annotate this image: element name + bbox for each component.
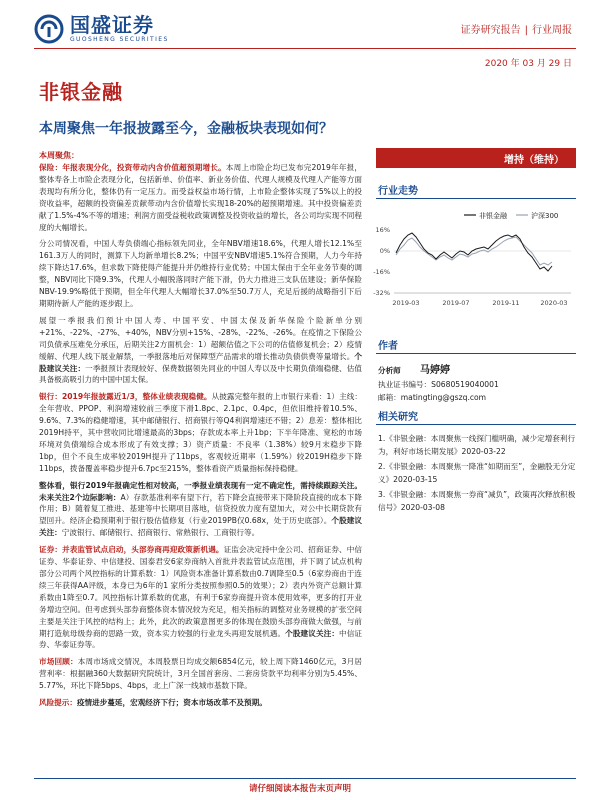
report-body xyxy=(39,150,362,709)
footer-divider xyxy=(34,778,576,779)
broker-lead: 证券：并表监管试点启动，头部券商再迎政策新机遇。 xyxy=(39,545,224,555)
market-paragraph xyxy=(39,656,362,692)
bank-text: 从披露完整年报的上市银行来看：1）主线：全年营收、PPOP、利润增速较前三季度下滑1.8pc、2.1pc、0.4pc，但依旧维持着10.5%、9.6%、7.3%的稳健增速，其中邮储银行、招商银行等Q4利润增速还不错；2）息差：整体相比2019H持平，其中营收同比增速最高的3bps；存款成本率上升1bp；下半年降准、宽松的市场环境对负债端综合成本形成了有效支撑；3）资产质量：不良率（1.38%）较9月末稳步下降1bp，但个不良生成率较2019H提升了11bps，客观较近期率（1.59%）较2019H稳步下降11bps，拨备覆盖率稳步提升6.7pc至215%，整体看资产质量指标保持稳健。 xyxy=(39,392,362,473)
y-tick-label: -16% xyxy=(373,268,390,276)
broker-stock-text: 中信证券、华泰证券等。 xyxy=(39,628,363,650)
pc-text: 展望一季报我们预计中国人寿、中国平安、中国太保及新华保险个险新单分别+21%、-22%、-27%、+40%，NBV分别+15%、-28%、-22%、-26%。在疫情之下保险公司负债承压难免分承压，后期关注2方面机会：1）超额估值之下公司的估值修复机会；2）疫情缓解、代理人线下展业解禁，一季报落地后对保障型产品需求的增长推动负债供费等量增长。 xyxy=(39,315,362,361)
report-category-label: 行业周报 xyxy=(532,25,572,36)
cert-row xyxy=(378,379,499,390)
bank-outlook-text: A）存款基准利率有望下行，若下降会直接带来下降阶段直接的成本下降作用；B）随着复工推进、基建等中长期项目落地，信贷投放力度有望加大，对公中长期贷款有望回升。经济企稳预期利于银行股估值修复（行业2019PB仅0.68x，处于历史底部）。 xyxy=(39,492,362,526)
x-tick-label: 2019-11 xyxy=(492,299,520,307)
pc-paragraph xyxy=(39,315,362,386)
related-item[interactable]: 3.《非银金融：本周聚焦一券商“减负”，政策再次释放积极信号》2020-03-08 xyxy=(378,490,576,512)
legend-label-hs300: 沪深300 xyxy=(531,212,559,220)
broker-text: 证监会决定持中金公司、招商证券、中信证券、华泰证券、中信建投、国泰君安6家券商纳入首批并表监管试点范围，并下调了试点机构部分公司两个风控指标的计算系数：1）风险资本准备计算系数由0.7调降至0.5（6家券商由于连续三年获得AA评级，本身已为6年的1 家所分类按照参照0.5的效果）；2）表内外资产总额计算系数由1降至0.7。风控指标计算系数的优惠，有利于6家券商提升资本使用效率，更多的打开业务增边空间。但考虑到头部券商整体资本情况较为充足，相关指标的调整对业务规模的扩张空间主要是关注于风控的结构上；此外，此次的政策意图更多的体现在鼓励头部券商做大做强，与前期打造航母级券商的思路一致，资本实力较强的行业龙头再迎发展机遇。 xyxy=(39,545,362,638)
company-logo xyxy=(34,14,169,44)
analyst-email[interactable]: matingting@gszq.com xyxy=(400,393,487,402)
broker-paragraph xyxy=(39,544,362,651)
report-date: 2020 年 03 月 29 日 xyxy=(484,59,572,69)
insurance-text: 本周上市险企均已发布完2019年年报，整体寿各上市险企表现分化，包括新单、价值率、新业务价值、代理人规模及代理人产能等方面表现均有所分化，整体仍有一定压力。而受益权益市场行情，上市险企整体实现了5%以上的投资收益率，超额的投资偏差贡献带动内含价值增长实现18-20%的超预期增速。其中投资偏差贡献了1.5%-4%不等的增速；利润方面受益税收政策调整及投资收益的增长，各公司均实现不同程度的大幅增长。 xyxy=(39,163,362,232)
logo-chinese: 国盛证券 xyxy=(70,13,154,37)
report-type-label: 证券研究报告 xyxy=(460,25,521,36)
legend-label-nonbank: 非银金融 xyxy=(479,212,507,220)
market-text: 本周市场成交情况，本周股票日均成交额6854亿元，较上周下降1460亿元，3月居营利率：根据融360大数据研究院统计，3月全国首套房、二套房贷款平均利率分别为5.45%、5.77%，环比下降5bps、4bps，北上广深一线城市基数下降。 xyxy=(39,657,362,691)
life-paragraph: 分公司情况看，中国人寿负债端心指标领先同业，全年NBV增速18.6%，代理人增长12.1%至161.3万人的同时，测算下人均新单增长8.2%；中国平安NBV增速5.1%符合预期，人力今年持续下降达17.6%，但求数下降使得产能提升并仍维持行业优势；中国太保由于全年业务节奏的调整，NBV同比下降9.3%，代理人小幅脱落同时产能下滑，仍大力推进三支队伍建设；新华保险NBV-19.9%略低于预期，但全年代理人大幅增长37.0%至50.7万人，充足后援的战略指引下后期期待新人产能的逐步跟上。 xyxy=(39,239,362,308)
pc-stock-label: 个股建议关注： xyxy=(39,351,362,373)
related-item[interactable]: 2.《非银金融：本周聚焦一降准“如期而至”，金融股无分定义》2020-03-15 xyxy=(378,462,576,484)
x-tick-label: 2019-03 xyxy=(392,299,420,307)
risk-paragraph xyxy=(39,697,362,709)
y-tick-label: -32% xyxy=(373,289,390,297)
analyst-row xyxy=(378,361,450,376)
analyst-label: 分析师 xyxy=(378,366,401,375)
series-line-nonbank xyxy=(396,233,552,271)
industry-trend-chart xyxy=(373,205,576,320)
logo-icon xyxy=(34,14,64,44)
cert-number: S0680519040001 xyxy=(431,380,499,389)
header-divider xyxy=(34,48,576,49)
broker-stock-label: 个股建议关注： xyxy=(285,628,340,638)
related-research-list xyxy=(378,432,576,516)
related-divider xyxy=(376,424,576,425)
bank-stock-label: 个股建议关注： xyxy=(39,516,363,538)
insurance-paragraph xyxy=(39,162,362,233)
x-tick-label: 2019-07 xyxy=(442,299,470,307)
trend-chart-svg xyxy=(373,205,576,320)
email-row xyxy=(378,392,486,403)
analyst-name: 马婷婷 xyxy=(420,365,450,376)
market-lead: 市场回顾： xyxy=(39,657,78,667)
bank-outlook-paragraph xyxy=(39,480,362,540)
focus-heading: 本周聚焦： xyxy=(39,151,79,160)
page-header xyxy=(0,0,600,72)
x-tick-label: 2020-03 xyxy=(540,299,568,307)
related-section-title: 相关研究 xyxy=(378,412,418,423)
footer-disclaimer: 请仔细阅读本报告末页声明 xyxy=(248,784,351,794)
pc-stock-text: 一季报预计表现较好、保费数据领先同业的中国人寿以及中长期负债端稳健、估值具备极高吸引力的中国中国太保。 xyxy=(39,363,362,385)
trend-divider xyxy=(376,198,576,199)
rating-banner xyxy=(376,148,576,168)
logo-english: GUOSHENG SECURITIES xyxy=(70,36,169,43)
insurance-lead: 保险：年报表现分化，投资带动内含价值超预期增长。 xyxy=(39,163,226,172)
cert-label: 执业证书编号： xyxy=(378,380,432,389)
bank-lead: 银行：2019年报披露近1/3，整体业绩表现稳健。 xyxy=(39,392,212,402)
bank-paragraph xyxy=(39,391,362,474)
rating-text: 增持（维持） xyxy=(504,155,564,166)
bank-outlook-lead: 整体看，银行2019年报确定性相对较高，一季报业绩表现有一定不确定性，需持续跟踪关注。未来关注2个边际影响： xyxy=(39,480,362,502)
y-tick-label: 0% xyxy=(379,247,390,255)
analyst-section-title: 作者 xyxy=(378,341,398,352)
related-item[interactable]: 1.《非银金融：本周聚焦一线探门槛明确，减少定增套利行为，利好市场长期发展》2020-03-22 xyxy=(378,434,576,456)
analyst-divider xyxy=(376,353,576,354)
bank-stock-text: 宁波银行、邮储银行、招商银行、常熟银行、工商银行等。 xyxy=(61,528,260,538)
risk-lead: 风险提示： xyxy=(39,698,77,708)
sector-title: 非银金融 xyxy=(39,80,123,104)
trend-title: 行业走势 xyxy=(378,186,418,197)
email-label: 邮箱： xyxy=(378,393,401,402)
report-type: 证券研究报告 | 行业周报 xyxy=(460,25,572,36)
risk-text: 疫情进步蔓延，宏观经济下行；资本市场改革不及预期。 xyxy=(76,698,267,708)
report-headline: 本周聚焦一年报披露至今，金融板块表现如何？ xyxy=(39,121,333,137)
y-tick-label: 16% xyxy=(375,226,390,234)
